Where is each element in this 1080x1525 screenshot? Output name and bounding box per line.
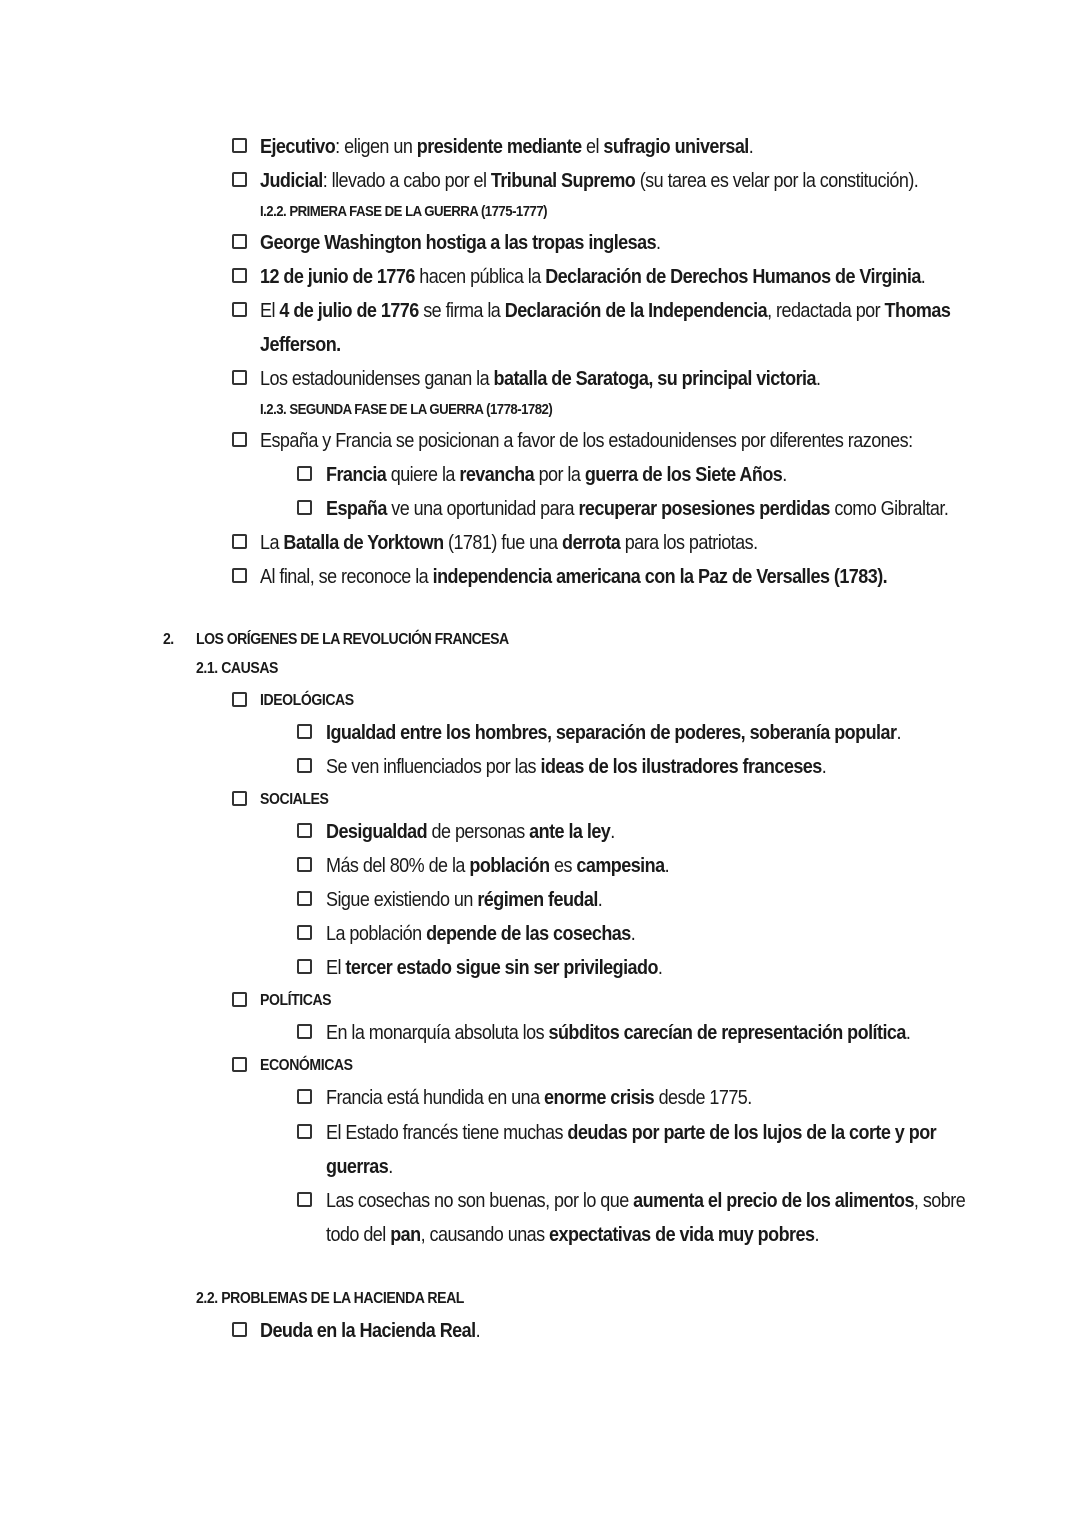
checkbox[interactable]: [232, 534, 247, 549]
list-item: [0, 526, 1080, 560]
bold-text: Deuda en la Hacienda Real: [260, 1320, 476, 1342]
subsection-heading: I.2.3. SEGUNDA FASE DE LA GUERRA (1778-1782): [260, 401, 553, 418]
text: como Gibraltar.: [829, 498, 949, 520]
bold-text: independencia americana con la Paz de Versalles (1783).: [432, 566, 888, 588]
category-label: ECONÓMICAS: [260, 1057, 353, 1074]
checkbox[interactable]: [297, 1024, 312, 1039]
bold-text: guerra de los Siete Años: [584, 464, 783, 486]
list-item: [0, 815, 1080, 849]
text: La población: [326, 923, 427, 945]
checkbox[interactable]: [297, 758, 312, 773]
checkbox[interactable]: [297, 1089, 312, 1104]
bold-text: ideas de los ilustradores franceses: [540, 756, 822, 778]
text: .: [610, 821, 615, 843]
list-item: [0, 750, 1080, 784]
text: .: [814, 1224, 819, 1246]
list-item-continuation: [0, 328, 1080, 362]
item-text: [260, 130, 753, 164]
category-item: [0, 684, 1080, 718]
text: .: [475, 1320, 481, 1342]
list-item: [0, 716, 1080, 750]
item-text: [260, 1314, 480, 1348]
item-text: [260, 226, 661, 260]
checkbox[interactable]: [232, 138, 247, 153]
item-text: [326, 883, 602, 917]
bold-text: George Washington hostiga a las tropas inglesas: [260, 232, 657, 254]
bold-text: tercer estado sigue sin ser privilegiado: [345, 957, 658, 979]
bold-text: Declaración de la Independencia: [504, 300, 768, 322]
list-item: [0, 1116, 1080, 1150]
text: quiere la: [386, 464, 460, 486]
bold-text: Batalla de Yorktown: [283, 532, 444, 554]
text: ve una oportunidad para: [386, 498, 579, 520]
bold-text: Igualdad entre los hombres, separación de poderes, soberanía popular: [326, 722, 897, 744]
checkbox[interactable]: [232, 791, 247, 806]
item-text: [260, 560, 887, 594]
bold-text: recuperar posesiones perdidas: [578, 498, 830, 520]
bold-text: depende de las cosechas: [426, 923, 631, 945]
item-text: [326, 849, 669, 883]
list-item: [0, 1016, 1080, 1050]
text: El Estado francés tiene muchas: [326, 1122, 568, 1144]
text: .: [388, 1156, 393, 1178]
text: Al final, se reconoce la: [260, 566, 433, 588]
item-text: [260, 328, 341, 362]
text: Sigue existiendo un: [326, 889, 478, 911]
list-item: [0, 458, 1080, 492]
bold-text: súbditos carecían de representación política: [548, 1022, 906, 1044]
checkbox[interactable]: [232, 172, 247, 187]
checkbox[interactable]: [232, 432, 247, 447]
item-text: [260, 526, 758, 560]
bold-text: aumenta el precio de los alimentos: [633, 1190, 914, 1212]
category-item: [0, 1049, 1080, 1083]
subsection-heading: 2.2. PROBLEMAS DE LA HACIENDA REAL: [196, 1290, 464, 1307]
text: (su tarea es velar por la constitución).: [635, 170, 919, 192]
item-text: [326, 1016, 910, 1050]
list-item: [0, 260, 1080, 294]
subsection-heading: I.2.2. PRIMERA FASE DE LA GUERRA (1775-1777): [260, 203, 548, 220]
text: por la: [534, 464, 585, 486]
text: para los patriotas.: [620, 532, 758, 554]
bold-text: presidente mediante: [416, 136, 582, 158]
text: el: [581, 136, 604, 158]
list-item-continuation: [0, 1218, 1080, 1252]
checkbox[interactable]: [297, 500, 312, 515]
checkbox[interactable]: [232, 568, 247, 583]
text: .: [905, 1022, 911, 1044]
text: : llevado a cabo por el: [322, 170, 491, 192]
text: España y Francia se posicionan a favor de los estadounidenses por diferentes razones:: [260, 430, 913, 452]
bold-text: 12 de junio de 1776: [260, 266, 415, 288]
text: En la monarquía absoluta los: [326, 1022, 549, 1044]
bold-text: España: [326, 498, 387, 520]
section-title: LOS ORÍGENES DE LA REVOLUCIÓN FRANCESA: [196, 631, 509, 648]
item-text: [260, 294, 950, 328]
item-text: [326, 1150, 393, 1184]
checkbox[interactable]: [232, 992, 247, 1007]
bold-text: Tribunal Supremo: [490, 170, 636, 192]
bold-text: guerras: [326, 1156, 389, 1178]
text: Francia está hundida en una: [326, 1087, 545, 1109]
text: .: [657, 957, 663, 979]
text: (1781) fue una: [443, 532, 563, 554]
text: Más del 80% de la: [326, 855, 470, 877]
text: .: [748, 136, 754, 158]
checkbox[interactable]: [297, 959, 312, 974]
text: es: [549, 855, 577, 877]
text: .: [920, 266, 926, 288]
item-text: [326, 1116, 936, 1150]
list-item: [0, 424, 1080, 458]
text: hacen pública la: [414, 266, 546, 288]
bold-text: expectativas de vida muy pobres: [549, 1224, 815, 1246]
text: , redactada por: [767, 300, 885, 322]
text: , causando unas: [420, 1224, 550, 1246]
text: se firma la: [418, 300, 505, 322]
checkbox[interactable]: [232, 1057, 247, 1072]
category-label: IDEOLÓGICAS: [260, 692, 354, 709]
checkbox[interactable]: [232, 268, 247, 283]
text: : eligen un: [335, 136, 417, 158]
text: El: [326, 957, 346, 979]
text: de personas: [427, 821, 530, 843]
list-item: [0, 917, 1080, 951]
list-item: [0, 951, 1080, 985]
text: .: [896, 722, 901, 744]
list-item: [0, 1081, 1080, 1115]
text: .: [782, 464, 787, 486]
list-item: [0, 560, 1080, 594]
bold-text: ante la ley: [529, 821, 611, 843]
list-item-continuation: [0, 1150, 1080, 1184]
item-text: [326, 716, 901, 750]
checkbox[interactable]: [297, 1192, 312, 1207]
checkbox[interactable]: [297, 857, 312, 872]
bold-text: pan: [390, 1224, 421, 1246]
subsection-heading: 2.1. CAUSAS: [196, 660, 279, 677]
item-text: [260, 164, 918, 198]
text: .: [656, 232, 661, 254]
item-text: [260, 424, 913, 458]
bold-text: sufragio universal: [603, 136, 749, 158]
list-item: [0, 226, 1080, 260]
item-text: [326, 750, 826, 784]
category-item: [0, 984, 1080, 1018]
bold-text: Desigualdad: [326, 821, 428, 843]
checkbox[interactable]: [297, 466, 312, 481]
list-item: [0, 164, 1080, 198]
text: Los estadounidenses ganan la: [260, 368, 494, 390]
text: .: [597, 889, 603, 911]
list-item: [0, 362, 1080, 396]
checkbox[interactable]: [297, 823, 312, 838]
bold-text: campesina: [576, 855, 665, 877]
text: .: [630, 923, 636, 945]
category-label: SOCIALES: [260, 791, 329, 808]
bold-text: deudas por parte de los lujos de la corte y por: [567, 1122, 937, 1144]
list-item: [0, 130, 1080, 164]
list-item: [0, 1184, 1080, 1218]
list-item: [0, 294, 1080, 328]
item-text: [326, 951, 662, 985]
checkbox[interactable]: [297, 1124, 312, 1139]
item-text: [326, 492, 948, 526]
bold-text: batalla de Saratoga, su principal victoria: [493, 368, 816, 390]
bold-text: Judicial: [260, 170, 323, 192]
section-number: 2.: [163, 631, 174, 648]
category-label: POLÍTICAS: [260, 992, 332, 1009]
item-text: [326, 458, 787, 492]
category-item: [0, 783, 1080, 817]
text: .: [815, 368, 821, 390]
text: .: [664, 855, 670, 877]
item-text: [326, 1218, 819, 1252]
checkbox[interactable]: [232, 692, 247, 707]
text: El: [260, 300, 280, 322]
item-text: [260, 362, 820, 396]
bold-text: Ejecutivo: [260, 136, 336, 158]
text: Las cosechas no son buenas, por lo que: [326, 1190, 634, 1212]
item-text: [326, 1081, 752, 1115]
checkbox[interactable]: [297, 891, 312, 906]
bold-text: Thomas: [884, 300, 951, 322]
text: todo del: [326, 1224, 391, 1246]
text: desde 1775.: [654, 1087, 752, 1109]
bold-text: Francia: [326, 464, 387, 486]
list-item: [0, 883, 1080, 917]
list-item: [0, 492, 1080, 526]
item-text: [326, 1184, 965, 1218]
checkbox[interactable]: [232, 1322, 247, 1337]
item-text: [260, 260, 925, 294]
bold-text: revancha: [459, 464, 535, 486]
bold-text: población: [469, 855, 550, 877]
item-text: [326, 815, 615, 849]
text: La: [260, 532, 284, 554]
text: .: [821, 756, 827, 778]
checkbox[interactable]: [232, 234, 247, 249]
bold-text: enorme crisis: [544, 1087, 655, 1109]
list-item: [0, 1314, 1080, 1348]
item-text: [326, 917, 635, 951]
bold-text: 4 de julio de 1776: [279, 300, 419, 322]
bold-text: Jefferson.: [260, 334, 341, 356]
checkbox[interactable]: [297, 925, 312, 940]
list-item: [0, 849, 1080, 883]
checkbox[interactable]: [232, 370, 247, 385]
checkbox[interactable]: [297, 724, 312, 739]
bold-text: régimen feudal: [477, 889, 598, 911]
bold-text: derrota: [562, 532, 621, 554]
text: Se ven influenciados por las: [326, 756, 541, 778]
text: , sobre: [913, 1190, 966, 1212]
checkbox[interactable]: [232, 302, 247, 317]
bold-text: Declaración de Derechos Humanos de Virginia: [545, 266, 921, 288]
